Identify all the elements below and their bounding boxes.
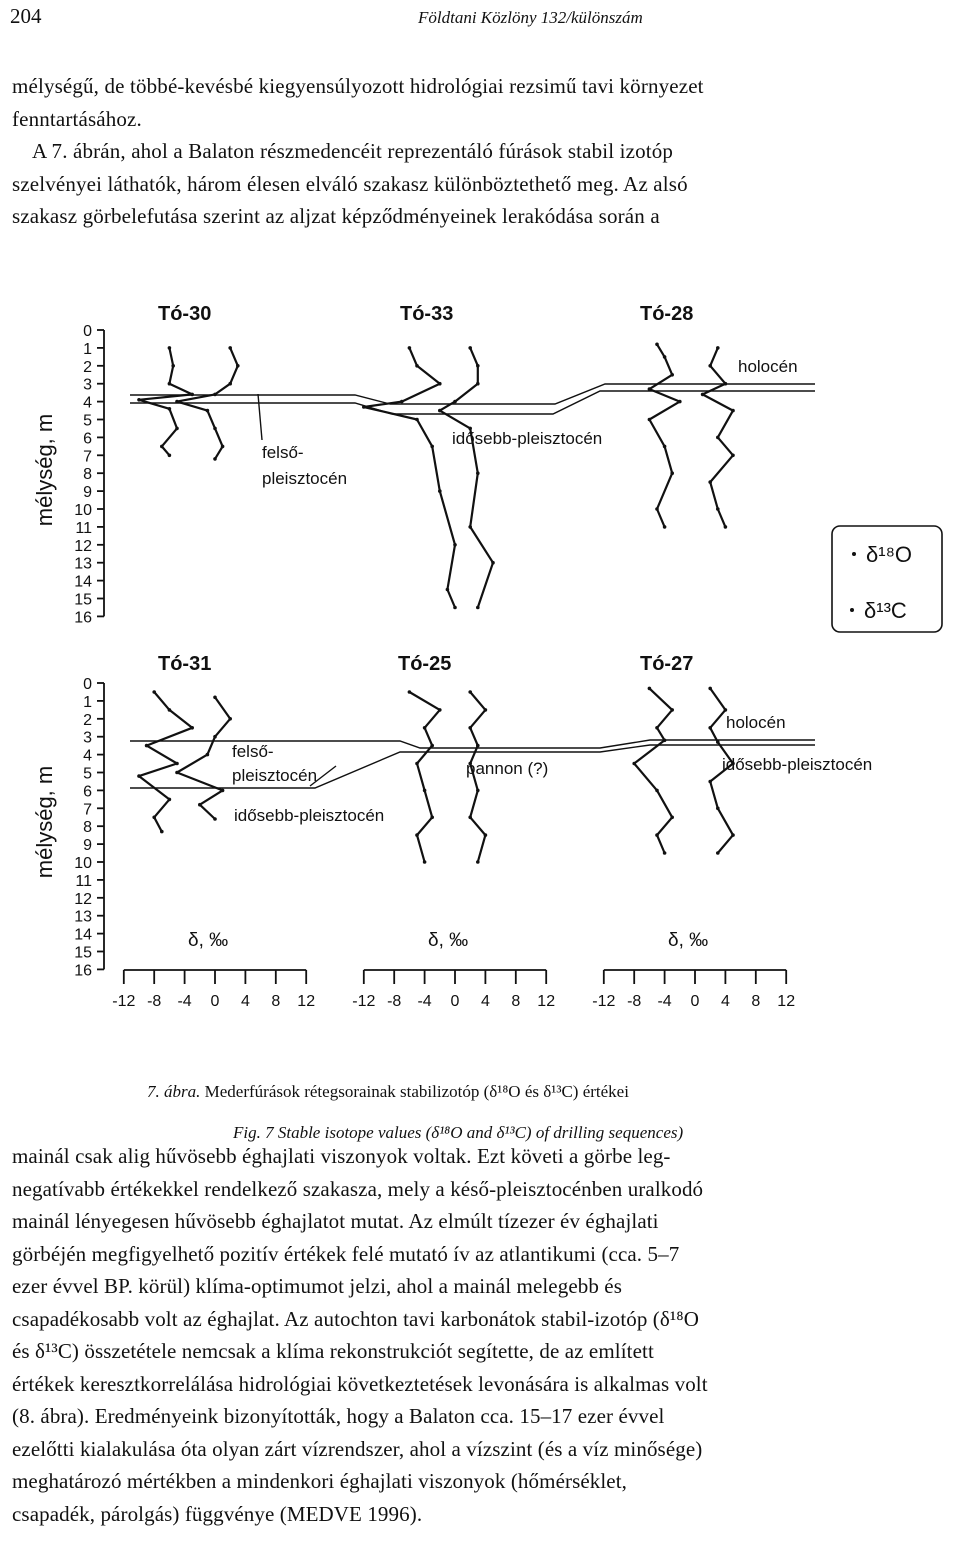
o18-series-line bbox=[409, 692, 439, 862]
depth-tick-label: 5 bbox=[83, 412, 92, 430]
c13-point bbox=[724, 708, 728, 712]
o18-point bbox=[145, 744, 149, 748]
x-tick-label: 8 bbox=[511, 993, 521, 1010]
o18-point bbox=[152, 816, 156, 820]
x-tick-label: -8 bbox=[147, 993, 162, 1010]
panel-title: Tó-25 bbox=[398, 653, 452, 675]
depth-tick-label: 14 bbox=[74, 926, 92, 944]
o18-point bbox=[415, 762, 419, 766]
c13-series-line bbox=[440, 348, 493, 608]
text-line: mainál lényegesen hűvösebb éghajlatot mutat. Az elmúlt tízezer év éghajlati bbox=[12, 1209, 659, 1233]
x-tick-label: -4 bbox=[657, 993, 672, 1010]
o18-point bbox=[663, 445, 667, 449]
c13-point bbox=[491, 561, 495, 565]
o18-point bbox=[168, 407, 172, 411]
o18-series-line bbox=[364, 348, 455, 608]
c13-point bbox=[708, 687, 712, 691]
stratigraphy-label: idősebb-pleisztocén bbox=[452, 429, 603, 448]
x-tick-label: 8 bbox=[751, 993, 761, 1010]
text-line: mélységű, de többé-kevésbé kiegyensúlyozott hidrológiai rezsimű tavi környezet bbox=[12, 74, 704, 98]
o18-point bbox=[152, 690, 156, 694]
c13-point bbox=[716, 507, 720, 511]
depth-tick-label: 3 bbox=[83, 376, 92, 394]
c13-point bbox=[453, 400, 457, 404]
c13-point bbox=[221, 789, 225, 793]
o18-point bbox=[670, 373, 674, 377]
c13-point bbox=[476, 860, 480, 864]
text-line: negatívabb értékekkel rendelkező szakasza, mely a késő-pleisztocénben uralkodó bbox=[12, 1176, 704, 1201]
c13-point bbox=[468, 690, 472, 694]
depth-tick-label: 12 bbox=[74, 890, 92, 908]
x-tick-label: 0 bbox=[210, 993, 220, 1010]
c13-point bbox=[731, 409, 735, 413]
depth-tick-label: 9 bbox=[83, 837, 92, 855]
o18-point bbox=[415, 364, 419, 368]
c13-point bbox=[708, 480, 712, 484]
o18-point bbox=[670, 471, 674, 475]
c13-point bbox=[198, 803, 202, 807]
depth-tick-label: 1 bbox=[83, 340, 92, 358]
x-tick-label: 4 bbox=[720, 993, 730, 1010]
text-line: csapadék, párolgás) függvénye (MEDVE 1996). bbox=[12, 1501, 423, 1526]
depth-tick-label: 7 bbox=[83, 448, 92, 466]
x-tick-label: 12 bbox=[537, 993, 556, 1010]
depth-tick-label: 1 bbox=[83, 693, 92, 711]
o18-point bbox=[137, 398, 141, 402]
depth-tick-label: 8 bbox=[83, 819, 92, 837]
legend-o18: δ¹⁸O bbox=[866, 542, 912, 567]
o18-point bbox=[438, 489, 442, 493]
legend bbox=[832, 526, 942, 632]
c13-point bbox=[731, 454, 735, 458]
c13-point bbox=[213, 735, 217, 739]
o18-point bbox=[446, 588, 450, 592]
c13-point bbox=[213, 427, 217, 431]
c13-point bbox=[213, 696, 217, 700]
x-unit-label: δ, ‰ bbox=[668, 930, 709, 951]
c13-point bbox=[716, 851, 720, 855]
o18-point bbox=[678, 400, 682, 404]
depth-tick-label: 5 bbox=[83, 765, 92, 783]
c13-point bbox=[716, 807, 720, 811]
c13-point bbox=[476, 471, 480, 475]
c13-point bbox=[206, 409, 210, 413]
text-line: ezer évvel BP. körül) klíma-optimumot jelzi, ahol a mainál melegebb és bbox=[12, 1274, 622, 1298]
depth-tick-label: 14 bbox=[74, 573, 92, 591]
stratigraphy-label: idősebb-pleisztocén bbox=[234, 806, 385, 825]
c13-point bbox=[476, 789, 480, 793]
x-tick-label: -12 bbox=[592, 993, 616, 1010]
depth-tick-label: 11 bbox=[75, 519, 92, 537]
stratigraphy-label: pleisztocén bbox=[232, 766, 318, 785]
c13-point bbox=[228, 346, 232, 350]
o18-point bbox=[670, 816, 674, 820]
c13-point bbox=[701, 393, 705, 397]
o18-point bbox=[663, 525, 667, 529]
o18-point bbox=[168, 708, 172, 712]
stratigraphy-label: pleisztocén bbox=[262, 469, 348, 488]
x-tick-label: -4 bbox=[177, 993, 192, 1010]
text-line: mainál csak alig hűvösebb éghajlati viszonyok voltak. Ezt követi a görbe leg- bbox=[12, 1144, 671, 1168]
text-line: meghatározó mértékben a mindenkori éghajlati viszonyok (hőmérséklet, bbox=[12, 1469, 628, 1493]
c13-point bbox=[236, 364, 240, 368]
o18-point bbox=[655, 833, 659, 837]
depth-tick-label: 3 bbox=[83, 729, 92, 747]
o18-point bbox=[160, 830, 164, 834]
o18-point bbox=[137, 774, 141, 778]
panel-title: Tó-30 bbox=[158, 303, 212, 325]
o18-point bbox=[648, 418, 652, 422]
x-tick-label: 12 bbox=[297, 993, 316, 1010]
depth-tick-label: 7 bbox=[83, 801, 92, 819]
c13-point bbox=[724, 525, 728, 529]
o18-point bbox=[453, 543, 457, 547]
x-tick-label: 4 bbox=[480, 993, 490, 1010]
c13-point bbox=[213, 817, 217, 821]
c13-point bbox=[468, 346, 472, 350]
x-tick-label: -12 bbox=[112, 993, 136, 1010]
o18-point bbox=[453, 606, 457, 610]
c13-point bbox=[228, 717, 232, 721]
o18-series-line bbox=[649, 344, 679, 527]
body-paragraph bbox=[12, 1140, 952, 1530]
x-tick-label: 8 bbox=[271, 993, 281, 1010]
depth-tick-label: 2 bbox=[83, 711, 92, 729]
depth-tick-label: 15 bbox=[74, 944, 92, 962]
o18-series-line bbox=[139, 692, 192, 832]
x-tick-label: -12 bbox=[352, 993, 376, 1010]
depth-tick-label: 16 bbox=[74, 962, 92, 980]
c13-point bbox=[221, 445, 225, 449]
o18-point bbox=[655, 507, 659, 511]
o18-point bbox=[160, 445, 164, 449]
stratigraphy-label: felső- bbox=[232, 742, 274, 761]
x-tick-label: -8 bbox=[387, 993, 402, 1010]
x-unit-label: δ, ‰ bbox=[428, 930, 469, 951]
depth-tick-label: 2 bbox=[83, 358, 92, 376]
o18-point bbox=[168, 382, 172, 386]
caption-prefix: 7. ábra. bbox=[147, 1082, 201, 1101]
x-tick-label: 0 bbox=[690, 993, 700, 1010]
c13-point bbox=[708, 726, 712, 730]
text-line: szakasz görbelefutása szerint az aljzat képződményeinek lerakódása során a bbox=[12, 204, 660, 228]
x-unit-label: δ, ‰ bbox=[188, 930, 229, 951]
stratigraphy-label: pannon (?) bbox=[466, 759, 549, 778]
panel-title: Tó-31 bbox=[158, 653, 212, 675]
o18-point bbox=[663, 851, 667, 855]
stratigraphy-label: holocén bbox=[726, 713, 786, 732]
c13-point bbox=[716, 436, 720, 440]
c13-point bbox=[206, 753, 210, 757]
c13-point bbox=[708, 364, 712, 368]
o18-point bbox=[415, 833, 419, 837]
o18-point bbox=[430, 744, 434, 748]
depth-tick-label: 6 bbox=[83, 430, 92, 448]
figure-caption-hu bbox=[147, 1082, 629, 1102]
o18-point bbox=[438, 382, 442, 386]
o18-point bbox=[663, 355, 667, 359]
depth-tick-label: 16 bbox=[74, 609, 92, 627]
o18-point bbox=[168, 798, 172, 802]
text-line: fenntartásához. bbox=[12, 106, 142, 131]
depth-tick-label: 6 bbox=[83, 783, 92, 801]
o18-point bbox=[415, 418, 419, 422]
o18-point bbox=[175, 762, 179, 766]
depth-tick-label: 13 bbox=[74, 555, 92, 573]
o18-point bbox=[438, 708, 442, 712]
x-tick-label: 0 bbox=[450, 993, 460, 1010]
c13-point bbox=[484, 833, 488, 837]
c13-point bbox=[476, 606, 480, 610]
page-number: 204 bbox=[10, 4, 42, 28]
y-axis-label: mélység, m bbox=[32, 413, 57, 527]
c13-point bbox=[708, 780, 712, 784]
stratigraphy-label: felső- bbox=[262, 443, 304, 462]
o18-series-line bbox=[139, 348, 192, 455]
depth-tick-label: 0 bbox=[83, 676, 92, 693]
c13-point bbox=[468, 525, 472, 529]
legend-c13: δ¹³C bbox=[864, 598, 907, 623]
annotation-leader bbox=[258, 394, 262, 440]
c13-point bbox=[468, 816, 472, 820]
o18-point bbox=[168, 454, 172, 458]
c13-point bbox=[716, 346, 720, 350]
o18-point bbox=[670, 708, 674, 712]
o18-point bbox=[175, 427, 179, 431]
c13-point bbox=[476, 382, 480, 386]
text-line: ezelőtti kialakulása óta olyan zárt vízrendszer, ahol a vízszint (és a víz minősége) bbox=[12, 1436, 703, 1461]
o18-point bbox=[423, 726, 427, 730]
c13-point bbox=[476, 364, 480, 368]
o18-point bbox=[171, 364, 175, 368]
c13-point bbox=[438, 409, 442, 413]
depth-tick-label: 12 bbox=[74, 537, 92, 555]
c13-point bbox=[213, 457, 217, 461]
o18-point bbox=[648, 687, 652, 691]
depth-tick-label: 4 bbox=[83, 394, 92, 412]
c13-point bbox=[484, 708, 488, 712]
o18-point bbox=[655, 343, 659, 347]
depth-tick-label: 0 bbox=[83, 323, 92, 340]
x-tick-label: 12 bbox=[777, 993, 796, 1010]
o18-point bbox=[408, 346, 412, 350]
text-line: csapadékosabb volt az éghajlat. Az autochton tavi karbonátok stabil-izotóp (δ¹⁸O bbox=[12, 1306, 699, 1331]
o18-point bbox=[430, 445, 434, 449]
x-tick-label: 4 bbox=[240, 993, 250, 1010]
text-line: szelvényei láthatók, három élesen elváló szakasz különböztethető meg. Az alsó bbox=[12, 171, 688, 196]
c13-series-line bbox=[177, 697, 230, 819]
c13-point bbox=[228, 382, 232, 386]
panel-title: Tó-28 bbox=[640, 303, 694, 325]
o18-point bbox=[400, 400, 404, 404]
o18-point bbox=[168, 346, 172, 350]
o18-point bbox=[655, 726, 659, 730]
depth-tick-label: 13 bbox=[74, 908, 92, 926]
o18-point bbox=[408, 690, 412, 694]
text-line: (8. ábra). Eredményeink bizonyították, hogy a Balaton cca. 15–17 ezer évvel bbox=[12, 1404, 665, 1428]
o18-point bbox=[655, 789, 659, 793]
depth-tick-label: 15 bbox=[74, 591, 92, 609]
depth-tick-label: 11 bbox=[75, 872, 92, 890]
c13-point bbox=[731, 833, 735, 837]
figure-caption-en: Fig. 7 Stable isotope values (δ¹⁸O and δ¹³C) of drilling sequences) bbox=[233, 1123, 684, 1142]
journal-title: Földtani Közlöny 132/különszám bbox=[418, 8, 643, 27]
o18-series-line bbox=[634, 688, 672, 853]
depth-tick-label: 10 bbox=[74, 502, 92, 519]
o18-point bbox=[632, 762, 636, 766]
depth-tick-label: 10 bbox=[74, 855, 92, 872]
x-tick-label: -4 bbox=[417, 993, 432, 1010]
x-tick-label: -8 bbox=[627, 993, 642, 1010]
stratigraphy-label: holocén bbox=[738, 357, 798, 376]
text-line: és δ¹³C) összetétele nemcsak a klíma rekonstrukciót segítette, de az említett bbox=[12, 1339, 654, 1363]
c13-point bbox=[175, 771, 179, 775]
o18-point bbox=[190, 726, 194, 730]
text-line: görbéjén megfigyelhető pozitív értékek felé mutató ív az atlantikumi (cca. 5–7 bbox=[12, 1241, 680, 1266]
o18-point bbox=[423, 860, 427, 864]
text-line: értékek keresztkorrelálása hidrológiai következtetések levonására is alkalmas volt bbox=[12, 1371, 708, 1396]
y-axis-label: mélység, m bbox=[32, 765, 57, 879]
depth-tick-label: 8 bbox=[83, 466, 92, 484]
text-line: A 7. ábrán, ahol a Balaton részmedencéit reprezentáló fúrások stabil izotóp bbox=[32, 139, 674, 163]
depth-tick-label: 4 bbox=[83, 747, 92, 765]
panel-title: Tó-27 bbox=[640, 653, 694, 675]
panel-title: Tó-33 bbox=[400, 303, 454, 325]
o18-point bbox=[423, 789, 427, 793]
c13-point bbox=[476, 744, 480, 748]
stratigraphy-label: idősebb-pleisztocén bbox=[722, 755, 873, 774]
c13-point bbox=[716, 740, 720, 744]
depth-tick-label: 9 bbox=[83, 484, 92, 502]
caption-text: Mederfúrások rétegsorainak stabilizotóp (δ¹⁸O és δ¹³C) értékei bbox=[204, 1082, 629, 1101]
c13-point bbox=[468, 726, 472, 730]
o18-point bbox=[430, 816, 434, 820]
